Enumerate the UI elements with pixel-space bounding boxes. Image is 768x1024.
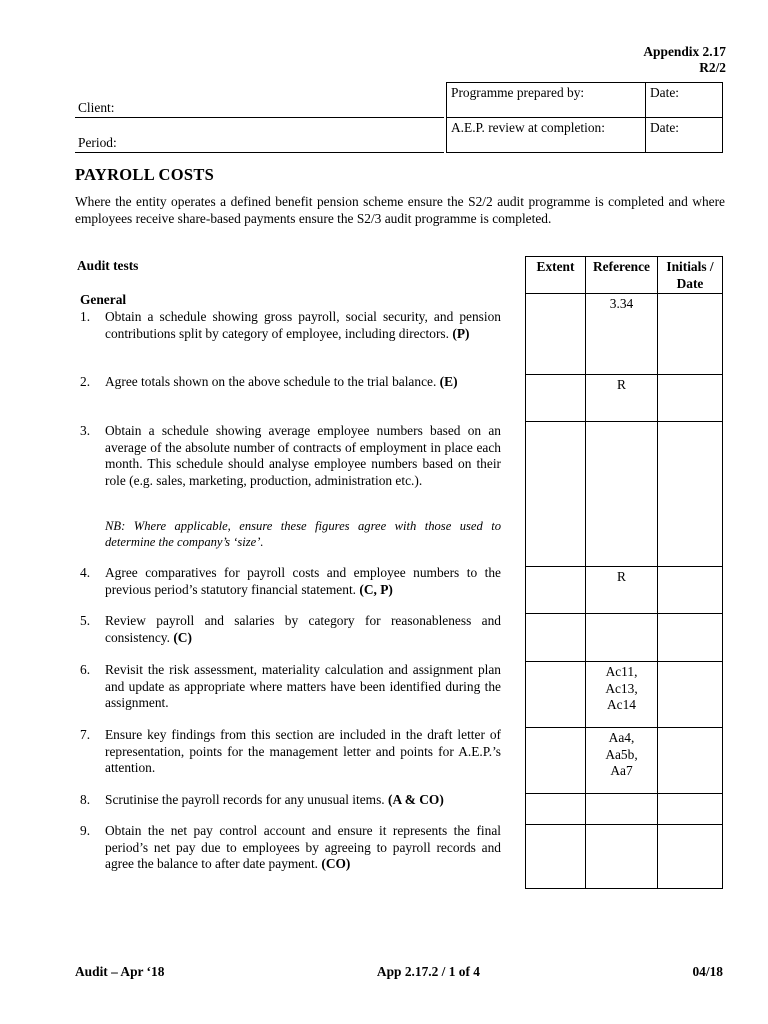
assertion-tag: (C, P) [359,581,393,597]
footer-left: Audit – Apr ‘18 [75,964,165,979]
reference-cell[interactable] [586,794,658,824]
prepared-date-cell[interactable]: Date: [646,83,723,118]
item-number: 7. [80,727,91,742]
extent-cell[interactable] [526,567,586,613]
extent-cell[interactable] [526,375,586,421]
grid-row-5 [525,613,723,661]
extent-cell[interactable] [526,294,586,374]
prepared-by-cell[interactable]: Programme prepared by: [447,83,646,118]
item-number: 4. [80,565,91,580]
item-text: Agree comparatives for payroll costs and employee numbers to the previous period’s statutory financial statement. [105,565,501,597]
item-text: Obtain the net pay control account and ensure it represents the final period’s net pay due to employees by agreeing to payroll records and agree the balance to after date payment. [105,823,501,871]
initials-cell[interactable] [658,614,722,661]
footer-center: App 2.17.2 / 1 of 4 [376,964,480,979]
item-number: 6. [80,662,91,677]
review-cell[interactable]: A.E.P. review at completion: [447,118,646,153]
item-text: Obtain a schedule showing average employee numbers based on an average of the absolute number of contracts of employment in place each month. This schedule should analyse employee numbers based on their role (e.g. sales, marketing, production, administration etc.). [105,423,501,488]
reference-cell[interactable]: Aa4, Aa5b, Aa7 [586,728,658,793]
page-footer [75,964,723,980]
assertion-tag: (E) [439,374,458,389]
item-number: 9. [80,823,91,838]
assertion-tag: (A & CO) [388,792,444,807]
grid-row-8 [525,793,723,824]
initials-cell[interactable] [658,567,722,613]
item-text: Agree totals shown on the above schedule to the trial balance. [105,374,437,389]
client-field[interactable] [75,100,444,118]
grid-row-1 [525,293,723,374]
initials-cell[interactable] [658,375,722,421]
item-text: Review payroll and salaries by category for reasonableness and consistency. [105,613,501,645]
extent-cell[interactable] [526,422,586,566]
extent-header: Extent [526,257,586,293]
item-number: 8. [80,792,91,807]
extent-cell[interactable] [526,614,586,661]
grid-row-9 [525,824,723,889]
audit-test-item [80,792,501,809]
audit-test-item [80,565,501,598]
audit-test-item [80,423,501,489]
reference-cell[interactable]: 3.34 [586,294,658,374]
assertion-tag: (C) [173,629,192,645]
grid-row-4 [525,566,723,613]
review-date-cell[interactable]: Date: [646,118,723,153]
reference-cell[interactable]: R [586,567,658,613]
grid-row-3 [525,421,723,566]
assertion-tag: (CO) [321,856,351,871]
initials-cell[interactable] [658,294,722,374]
item-number: 2. [80,374,91,389]
reference-cell[interactable]: R [586,375,658,421]
signoff-grid [525,256,723,889]
initials-header [658,257,722,293]
grid-row-2 [525,374,723,421]
item-text: Revisit the risk assessment, materiality calculation and assignment plan and update as appropriate where matters have been identified during the assignment. [105,662,501,710]
item-number: 3. [80,423,91,438]
section-heading: General [80,292,127,307]
initials-cell[interactable] [658,728,722,793]
nb-note: NB: Where applicable, ensure these figures agree with those used to determine the company’s ‘size’. [105,519,501,549]
appendix-code: R2/2 [699,60,726,75]
item-number: 5. [80,613,91,628]
item-text: Obtain a schedule showing gross payroll, social security, and pension contributions split by category of employee, including directors. [105,309,501,341]
footer-right: 04/18 [692,964,723,979]
audit-test-item [80,309,501,342]
initials-header-line1: Initials / [666,259,714,274]
extent-cell[interactable] [526,825,586,888]
item-text: Ensure key findings from this section are included in the draft letter of representation, points for the management letter and points for A.E.P.’s attention. [105,727,501,775]
audit-test-item [80,613,501,646]
initials-header-line2: Date [676,275,704,291]
reference-cell[interactable]: Ac11, Ac13, Ac14 [586,662,658,727]
reference-cell[interactable] [586,825,658,888]
initials-cell[interactable] [658,662,722,727]
grid-row-7 [525,727,723,793]
extent-cell[interactable] [526,662,586,727]
extent-cell[interactable] [526,728,586,793]
page-title: PAYROLL COSTS [75,165,215,184]
audit-test-item [80,823,501,873]
client-label: Client: [78,100,115,115]
reference-cell[interactable] [586,422,658,566]
initials-cell[interactable] [658,794,722,824]
grid-header-row [525,256,723,293]
grid-row-6 [525,661,723,727]
reference-cell[interactable] [586,614,658,661]
initials-cell[interactable] [658,825,722,888]
audit-test-item [80,374,501,391]
assertion-tag: (P) [452,325,470,341]
extent-cell[interactable] [526,794,586,824]
audit-test-item [80,662,501,712]
appendix-number: Appendix 2.17 [643,44,726,59]
audit-tests-heading: Audit tests [77,258,139,273]
period-field[interactable] [75,135,444,153]
reference-header: Reference [586,257,658,293]
intro-paragraph: Where the entity operates a defined benefit pension scheme ensure the S2/2 audit programme is completed and where employees receive share-based payments ensure the S2/3 audit programme is completed. [75,194,725,226]
audit-test-item [80,727,501,777]
item-number: 1. [80,309,91,324]
initials-cell[interactable] [658,422,722,566]
item-text: Scrutinise the payroll records for any unusual items. [105,792,385,807]
period-label: Period: [78,135,117,150]
preparation-box [446,82,723,153]
appendix-header [643,44,726,76]
